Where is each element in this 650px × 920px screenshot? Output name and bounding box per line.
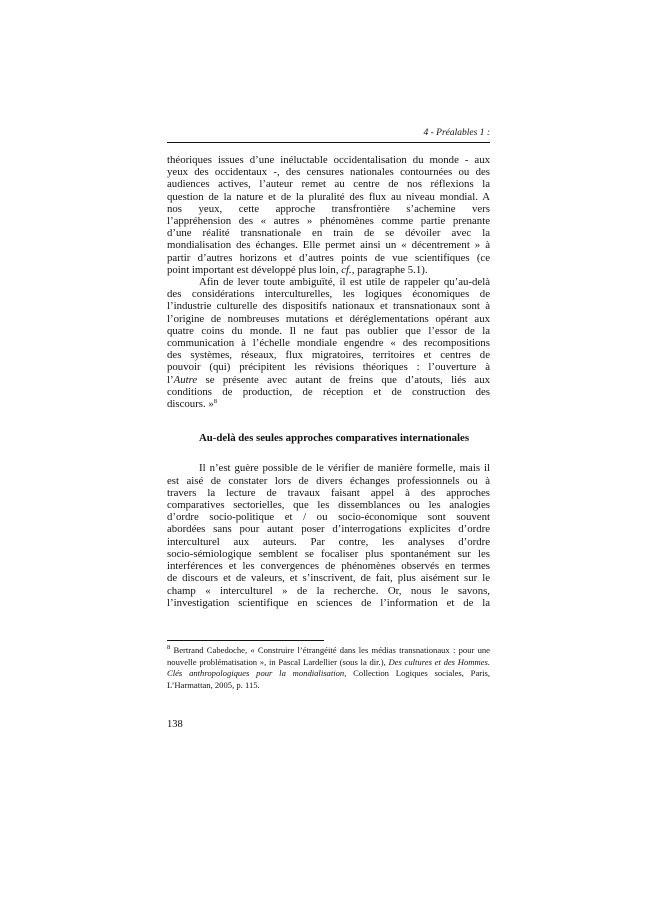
footnote — [167, 645, 490, 691]
text-line: de discours et de valeurs, et s’inscrivent, de fait, plus aisément sur le — [167, 572, 490, 585]
footnote-rule — [167, 640, 324, 641]
main-text — [167, 154, 490, 609]
text-line: l’appréhension des « autres » phénomènes comme partie prenante — [167, 215, 490, 228]
footnote-number: 8 — [167, 644, 171, 651]
text-run: se présente avec autant de freins que d’atouts, liés aux — [197, 373, 490, 386]
text-run: point important est développé plus loin, — [167, 263, 342, 276]
section-heading: Au-delà des seules approches comparatives internationales — [199, 432, 470, 445]
text-line: mondialisation des échanges. Elle permet ainsi un « décentrement » à — [167, 239, 490, 252]
header-rule — [167, 142, 490, 143]
text-line: l’investigation scientifique en sciences de l’information et de la — [167, 596, 490, 609]
italic-text: Des cultures et des Hommes. — [388, 656, 490, 667]
paragraph-1 — [167, 154, 490, 276]
text-run: Bertrand Cabedoche, « Construire l’étrangéité dans les médias transnationaux : pour une — [173, 645, 490, 655]
text-line: d’ordre socio-politique et / ou socio-économique sont souvent — [167, 511, 490, 524]
text-line: interférences et les convergences de phénomènes observés en termes — [167, 560, 490, 573]
footnote-reference[interactable]: 8 — [213, 398, 218, 406]
text-line: des systèmes, réseaux, flux migratoires, territoires et centres de — [167, 349, 490, 362]
text-line — [167, 398, 490, 410]
text-line: Afin de lever toute ambiguïté, il est utile de rappeler qu’au-delà — [199, 276, 490, 289]
text-line: conditions de production, de réception et de construction des — [167, 385, 490, 398]
text-line: quatre coins du monde. Il ne faut pas oublier que l’essor de la — [167, 324, 490, 337]
text-line: socio-sémiologique semblent se focaliser plus spontanément sur les — [167, 547, 490, 560]
text-run: nouvelle problématisation », in Pascal Lardellier (sous la dir.), — [167, 656, 389, 667]
text-line: champ « interculturel » de la recherche. Or, nous le savons, — [167, 584, 490, 597]
text-line: question de la nature et de la pluralité des flux au niveau mondial. A — [167, 190, 490, 203]
footnote-line: L’Harmattan, 2005, p. 115. — [167, 679, 260, 690]
text-line: nos yeux, cette approche transfrontière s’achemine vers — [167, 202, 490, 215]
text-line: d’une réalité transnationale en train de se dévoiler avec la — [167, 227, 490, 240]
italic-text: Clés anthropologiques pour la mondialisation — [167, 668, 345, 678]
footnote-line — [167, 645, 490, 657]
text-line: comparatives sectorielles, que les dissemblances ou les analogies — [167, 499, 490, 512]
text-line: l’industrie culturelle des dispositifs nationaux et transnationaux sont à — [167, 300, 490, 313]
text-line: Il n’est guère possible de le vérifier de manière formelle, mais il — [199, 462, 490, 475]
text-line: interculturel aux auteurs. Par contre, les analyses d’ordre — [167, 535, 490, 548]
text-line: pouvoir (qui) précipitent les révisions théoriques : l’ouverture à — [167, 361, 490, 374]
text-run: discours. » — [167, 398, 214, 411]
running-header: 4 - Préalables 1 : — [423, 128, 490, 138]
text-line — [167, 374, 490, 386]
text-line: partir d’autres horizons et d’autres points de vue scientifiques (ce — [167, 251, 490, 264]
text-line: travers la lecture de travaux faisant appel à des approches — [167, 486, 490, 499]
text-line: des considérations interculturelles, les logiques économiques de — [167, 288, 490, 301]
italic-text: cf. — [341, 263, 352, 276]
text-line: abordées sans pour autant poser d’interrogations explicites d’ordre — [167, 523, 490, 536]
text-line: yeux des occidentaux -, des censures nationales contournées ou des — [167, 166, 490, 179]
text-line: audiences actives, l’auteur remet au centre de nos réflexions la — [167, 178, 490, 191]
text-line — [167, 264, 490, 276]
footnote-line — [167, 668, 490, 680]
text-line: théoriques issues d’une inéluctable occidentalisation du monde - aux — [167, 154, 490, 166]
paragraph-2 — [167, 276, 490, 410]
page-number: 138 — [167, 719, 183, 730]
text-line: communication à l’échelle mondiale engendre « des recompositions — [167, 337, 490, 350]
paragraph-3 — [167, 462, 490, 608]
footnote-line — [167, 657, 490, 669]
text-run: l’ — [167, 373, 174, 386]
italic-text: Autre — [173, 373, 198, 386]
text-run: , paragraphe 5.1). — [351, 263, 428, 276]
text-line: est aisé de constater lors de divers échanges professionnels ou à — [167, 474, 490, 487]
text-line: l’origine de nombreuses mutations et déréglementations opérant aux — [167, 312, 490, 325]
text-run: , Collection Logiques sociales, Paris, — [344, 668, 490, 678]
